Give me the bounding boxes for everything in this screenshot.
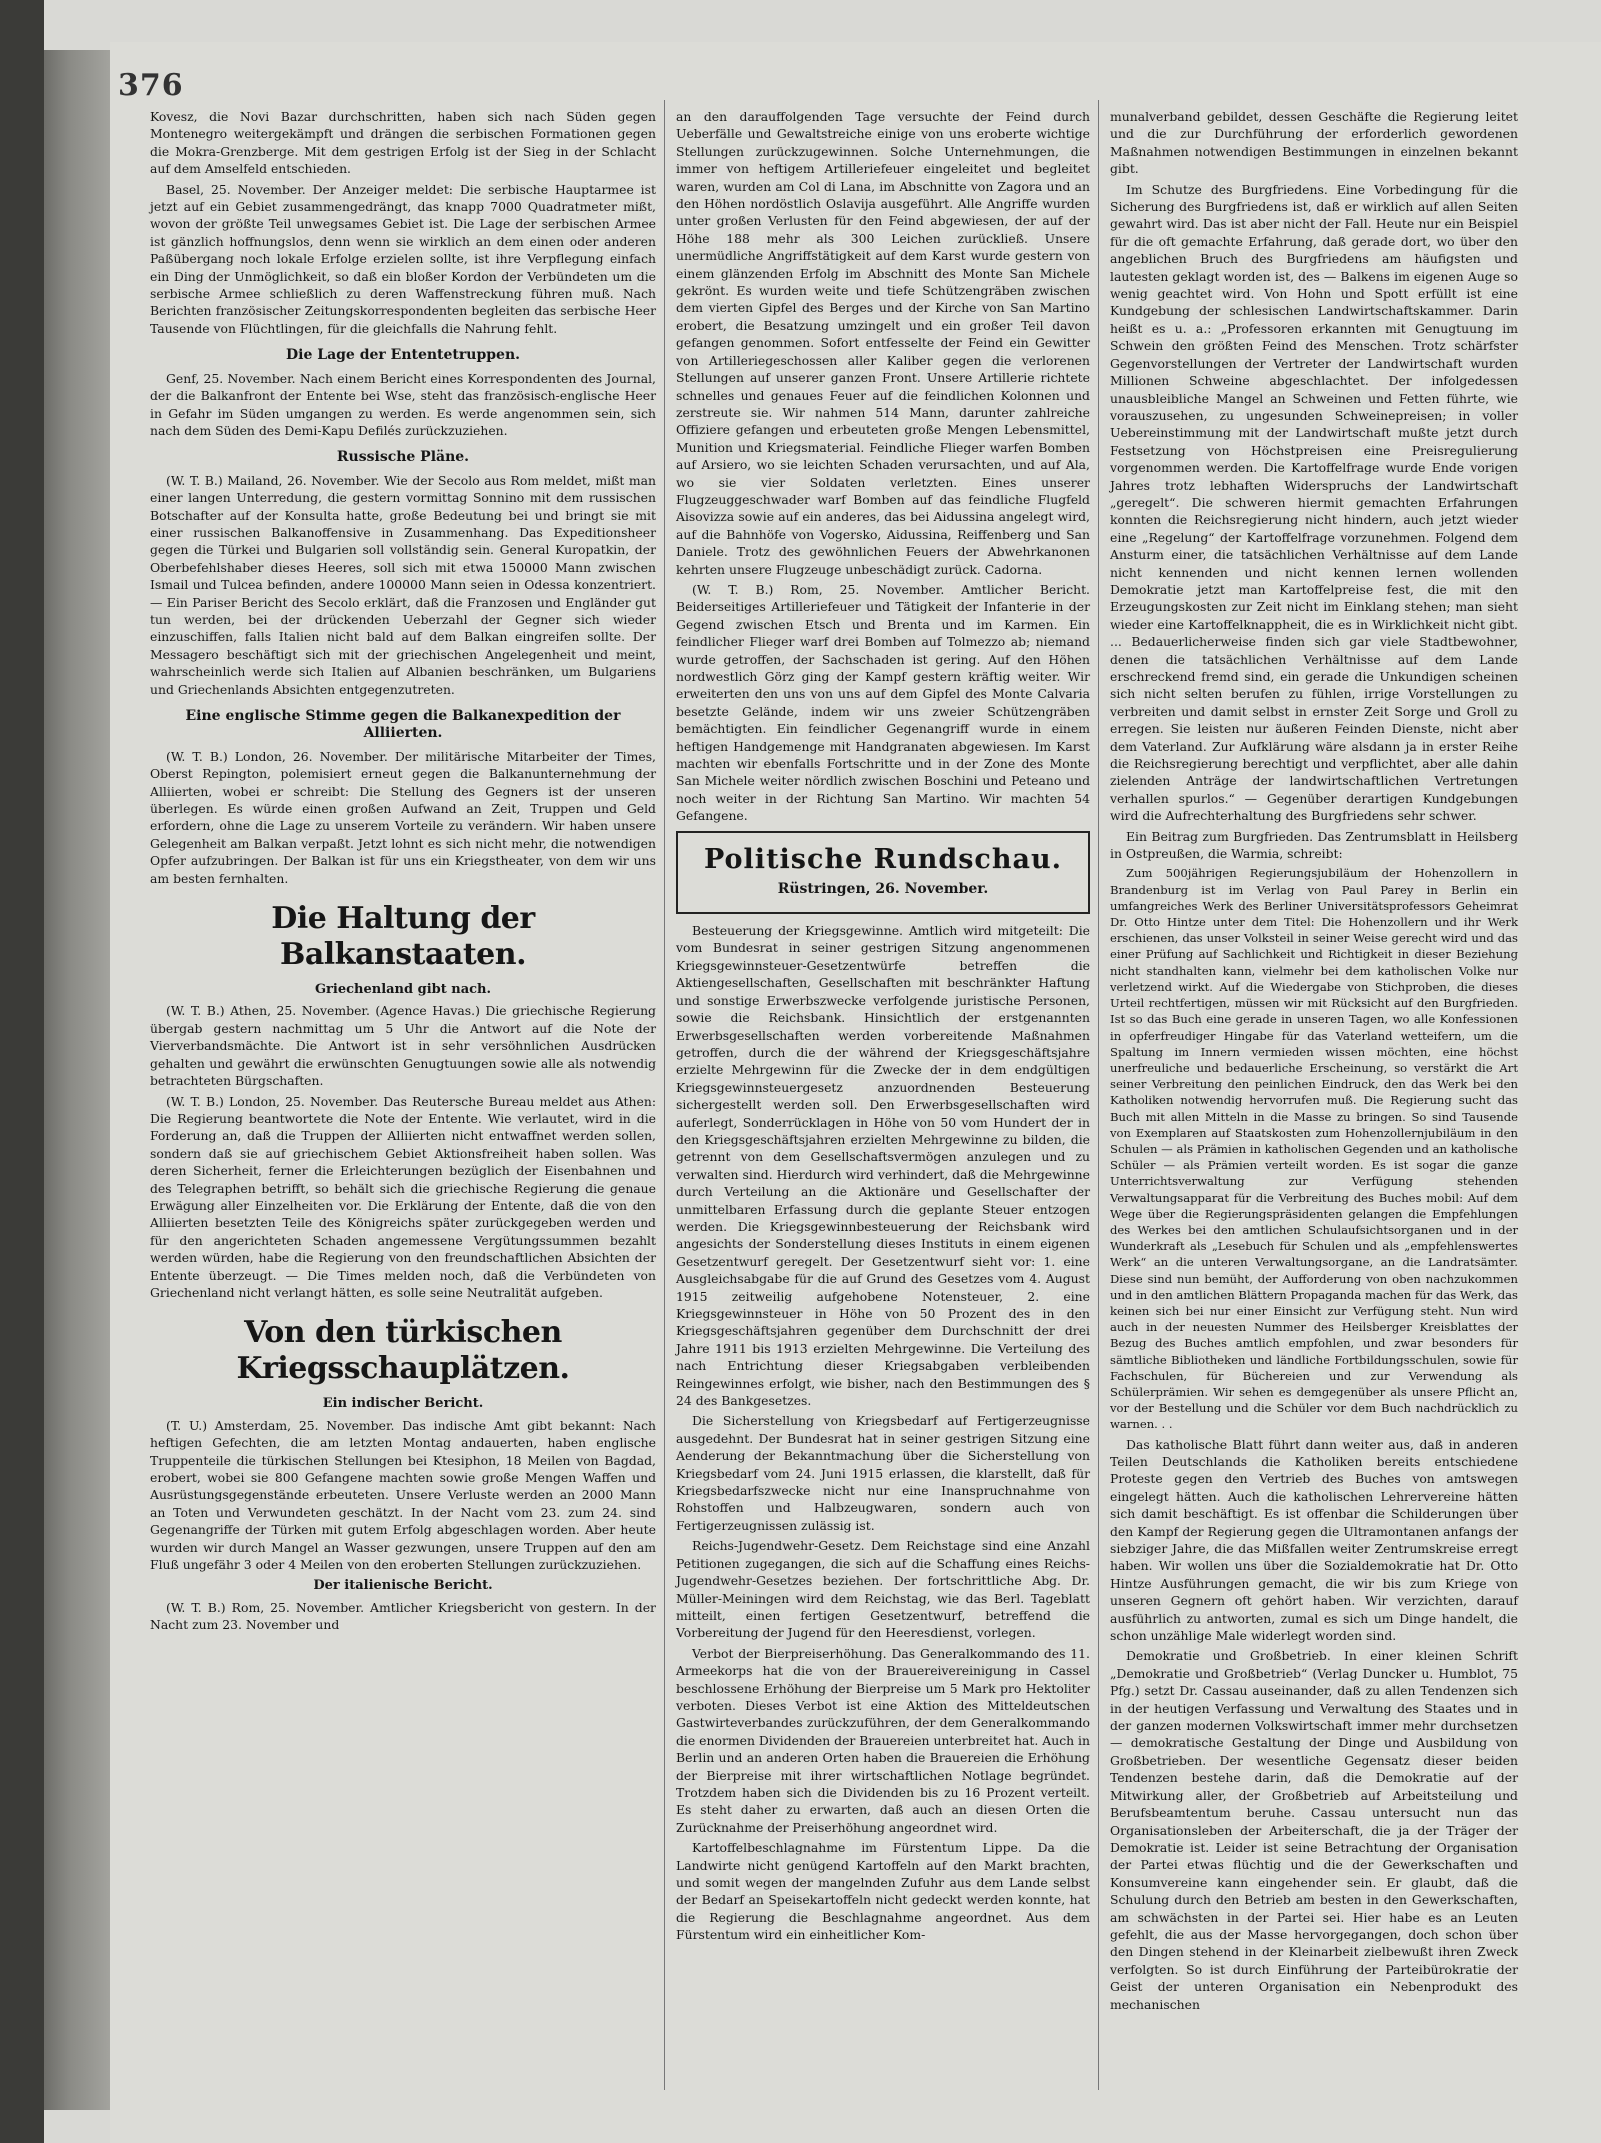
column-rule [1098,100,1099,2090]
quoted-paragraph: Zum 500jährigen Regierungsjubiläum der Hohenzollern in Brandenburg ist im Verlag von Paul Parey in Berlin ein umfangreiches Werk des Berliner Universitätsprofessors Geheimrat Dr. Otto Hintze unter dem Titel: Die Hohenzollern und ihr Werk erschienen, das unser Volksteil in seiner Weise gerecht wird und das einer Prüfung auf Sachlichkeit und Richtigkeit in dieser Beziehung nicht standhalten kann, vielmehr bei dem katholischen Volke nur verletzend wirkt. Auf die Wiedergabe von Stichproben, die dieses Urteil rechtfertigen, müssen wir mit Rücksicht auf den Burgfrieden. Ist so das Buch eine gerade in unseren Tagen, wo alle Konfessionen in opferfreudiger Hingabe für das Vaterland wetteifern, um die Spaltung im Innern vermieden wissen möchten, eine höchst unerfreuliche und bedauerliche Erscheinung, so verstärkt die Art seiner Verbreitung den peinlichen Eindruck, den das Werk bei den Katholiken notwendig hervorrufen muß. Die Regierung sucht das Buch mit allen Mitteln in die Masse zu bringen. So sind Tausende von Exemplaren auf Staatskosten zum Hohenzollernjubiläum in den Schulen — als Prämien in katholischen Gegenden und an katholische Schüler — als Prämien verteilt worden. Es ist sogar die ganze Unterrichtsverwaltung zur Verfügung stehenden Verwaltungsapparat für die Verbreitung des Buches mobil: Auf dem Wege über die Regierungspräsidenten gelangen die Empfehlungen des Werkes bei den amtlichen Schulaufsichtsorganen und in der Wunderkraft als „Lesebuch für Schulen und als „empfehlenswertes Werk“ an die unteren Verwaltungsorgane, an die Landratsämter. Diese sind nun bemüht, der Aufforderung von oben nachzukommen und in den amtlichen Blättern Propaganda machen für das Werk, das keinen sich bei nur einer Einsicht zur Verfügung steht. Nun wird auch in der neuesten Nummer des Heilsberger Kreisblattes der Bezug des Buches amtlich empfohlen, und zwar besonders für sämtliche Bibliotheken und ländliche Fortbildungsschulen, sowie für Fachschulen, für Büchereien und zur Verwendung als Schülerprämien. Wir sehen es demgegenüber als unsere Pflicht an, vor der Bestellung und die Schüler vor dem Buch nachdrücklich zu warnen. . . [1110,866,1518,1432]
dateline: Rüstringen, 26. November. [777,880,989,897]
column-rule [664,100,665,2090]
subheading: Ein indischer Bericht. [322,1396,484,1412]
rundschau-header-box [676,831,1090,914]
article-paragraph: Besteuerung der Kriegsgewinne. Amtlich wird mitgeteilt: Die vom Bundesrat in seiner gestrigen Sitzung angenommenen Kriegsgewinnsteuer-Gesetzentwürfe betreffen die Aktiengesellschaften, Gesellschaften mit beschränkter Haftung und sonstige Erwerbszwecke verfolgende juristische Personen, sowie die Reichsbank. Hinsichtlich der erstgenannten Erwerbsgesellschaften werden vorbereitende Maßnahmen getroffen, durch die der während der Kriegsgeschäftsjahre erzielte Mehrgewinn für die Zwecke der in dem endgültigen Kriegsgewinnsteuergesetz anzuordnenden Besteuerung sichergestellt werden soll. Den Erwerbsgesellschaften wird auferlegt, Sonderrücklagen in Höhe von 50 vom Hundert der in den Kriegsgeschäftsjahren erzielten Mehrgewinne zu bilden, die getrennt von dem Gesellschaftsvermögen anzulegen und zu verwalten sind. Hierdurch wird verhindert, daß die Mehrgewinne durch Verteilung an die Aktionäre und Gesellschafter der unmittelbaren Erfassung durch die geplante Steuer entzogen werden. Die Kriegsgewinnbesteuerung der Reichsbank wird angesichts der Sonderstellung dieses Instituts in einem eigenen Gesetzentwurf geregelt. Der Gesetzentwurf sieht vor: 1. eine Ausgleichsabgabe für die auf Grund des Gesetzes vom 4. August 1915 zeitweilig aufgehobene Notensteuer, 2. eine Kriegsgewinnsteuer in Höhe von 50 Prozent des in den Kriegsgeschäftsjahren gegenüber dem Durchschnitt der drei Jahre 1911 bis 1913 erzielten Mehrgewinne. Die Verteilung des nach Entrichtung dieser Kriegsabgaben verbleibenden Reingewinnes erfolgt, wie bisher, nach den Bestimmungen des § 24 des Bankgesetzes. [676,923,1090,1409]
column-2 [676,108,1090,1947]
section-heading: Russische Pläne. [336,449,470,466]
article-paragraph: (W. T. B.) Mailand, 26. November. Wie der Secolo aus Rom meldet, mißt man einer langen Unterredung, die gestern vormittag Sonnino mit dem russischen Botschafter auf der Konsulta hatte, große Bedeutung bei und bringt sie mit einer russischen Balkanoffensive in Zusammenhang. Das Expeditionsheer gegen die Türkei und Bulgarien soll vollständig sein. General Kuropatkin, der Oberbefehlshaber dieses Heeres, soll sich mit etwa 150000 Mann zwischen Ismail und Tulcea befinden, andere 100000 Mann seien in Odessa konzentriert. — Ein Pariser Bericht des Secolo erklärt, daß die Franzosen und Engländer gut tun werden, bei der drückenden Ueberzahl der Gegner sich wieder einzuschiffen, falls Italien nicht bald auf dem Balkan eingreifen sollte. Der Messagero beschäftigt sich mit der griechischen Angelegenheit und meint, wahrscheinlich werde sich Italien auf Albanien beschränken, um Bulgariens und Griechenlands Absichten entgegenzutreten. [150,472,656,697]
article-paragraph: an den darauffolgenden Tage versuchte der Feind durch Ueberfälle und Gewaltstreiche einige von uns eroberte wichtige Stellungen zurückzugewinnen. Solche Unternehmungen, die immer von heftigem Artilleriefeuer eingeleitet und begleitet waren, wurden am Col di Lana, im Abschnitte von Zagora und an den Höhen nordöstlich Oslavija ausgeführt. Alle Angriffe wurden unter großen Verlusten für den Feind abgewiesen, der auf der Höhe 188 mehr als 300 Leichen zurückließ. Unsere unermüdliche Angriffstätigkeit auf dem Karst wurde gestern von einem glänzenden Erfolg im Abschnitt des Monte San Michele gekrönt. Es wurden weite und tiefe Schützengräben zwischen dem vierten Gipfel des Berges und der Kirche von San Martino erobert, die Besatzung umzingelt und ein großer Teil davon gefangen genommen. Sofort entfesselte der Feind ein Gewitter von Artilleriegeschossen aller Kaliber gegen die verlorenen Stellungen auf unserer ganzen Front. Unsere Artillerie richtete schnelles und genaues Feuer auf die feindlichen Kolonnen und zerstreute sie. Wir nahmen 514 Mann, darunter zahlreiche Offiziere gefangen und erbeuteten große Mengen Lebensmittel, Munition und Kriegsmaterial. Feindliche Flieger warfen Bomben auf Arsiero, wo sie leichten Schaden verursachten, und auf Ala, wo sie vier Soldaten verletzten. Eines unserer Flugzeuggeschwader warf Bomben auf das feindliche Flugfeld Aisovizza sowie auf ein anderes, das bei Aidussina angelegt wird, auf die Bahnhöfe von Vogersko, Aidussina, Reiffenberg und San Daniele. Trotz des gewöhnlichen Feuers der Abwehrkanonen kehrten unsere Flugzeuge unbeschädigt zurück. Cadorna. [676,109,1090,577]
article-paragraph: Reichs-Jugendwehr-Gesetz. Dem Reichstage sind eine Anzahl Petitionen zugegangen, die sich auf die Schaffung eines Reichs-Jugendwehr-Gesetzes beziehen. Der fortschrittliche Abg. Dr. Müller-Meiningen wird dem Reichstag, wie das Berl. Tageblatt mitteilt, einen fertigen Gesetzentwurf, betreffend die Vorbereitung der Jugend für den Heeresdienst, vorlegen. [676,1538,1090,1641]
article-paragraph: (W. T. B.) Rom, 25. November. Amtlicher Kriegsbericht von gestern. In der Nacht zum 23. November und [150,1599,656,1633]
headline: Die Haltung der Balkanstaaten. [271,901,535,973]
section-heading: Die Lage der Ententetruppen. [285,347,520,364]
article-paragraph: Kovesz, die Novi Bazar durchschritten, haben sich nach Süden gegen Montenegro weitergekämpft und drängen die serbischen Formationen gegen die Mokra-Grenzberge. Mit dem gestrigen Erfolg ist der Sieg in der Schlacht auf dem Amselfeld entschieden. [150,109,656,177]
section-title: Politische Rundschau. [703,843,1063,875]
section-heading: Eine englische Stimme gegen die Balkanexpedition der Alliierten. [185,708,621,742]
book-binding-edge [44,50,110,2110]
page-number: 376 [118,68,184,103]
article-paragraph: (T. U.) Amsterdam, 25. November. Das indische Amt gibt bekannt: Nach heftigen Gefechten, die am letzten Montag andauerten, haben englische Truppenteile die türkischen Stellungen bei Ktesiphon, 18 Meilen von Bagdad, erobert, wobei sie 800 Gefangene machten sowie große Mengen Waffen und Ausrüstungsgegenstände erbeuteten. Unsere Verluste werden an 2000 Mann an Toten und Verwundeten geschätzt. In der Nacht vom 23. zum 24. sind Gegenangriffe der Türken mit gutem Erfolg abgeschlagen worden. Aber heute wurden wir durch Mangel an Wasser gezwungen, unsere Truppen auf den am Fluß ungefähr 3 oder 4 Meilen von den eroberten Stellungen zurückzuziehen. [150,1417,656,1573]
article-paragraph: Die Sicherstellung von Kriegsbedarf auf Fertigerzeugnisse ausgedehnt. Der Bundesrat hat in seiner gestrigen Sitzung eine Aenderung der Bekanntmachung über die Sicherstellung von Kriegsbedarf vom 24. Juni 1915 erlassen, die klarstellt, daß für Kriegsbedarfszwecke nicht nur eine Inanspruchnahme von Rohstoffen und Halbzeugwaren, sondern auch von Fertigerzeugnissen zulässig ist. [676,1413,1090,1533]
subheading: Griechenland gibt nach. [314,982,492,998]
article-paragraph: (W. T. B.) London, 26. November. Der militärische Mitarbeiter der Times, Oberst Repington, polemisiert erneut gegen die Balkanunternehmung der Alliierten, wobei er schreibt: Die Stellung des Gegners ist der unseren überlegen. Es würde einen großen Aufwand an Zeit, Truppen und Geld erfordern, ohne die Lage zu unserem Vorteile zu verändern. Wir haben unsere Gelegenheit am Balkan verpaßt. Jetzt lohnt es sich nicht mehr, die notwendigen Opfer aufzubringen. Der Balkan ist für uns ein Kriegstheater, von dem wir uns am besten fernhalten. [150,748,656,886]
column-1 [150,108,656,1637]
article-paragraph: Genf, 25. November. Nach einem Bericht eines Korrespondenten des Journal, der die Balkanfront der Entente bei Wse, steht das französisch-englische Heer in Gefahr im Süden umgangen zu werden. Es werde angenommen sein, sich nach dem Süden des Demi-Kapu Defilés zurückzuziehen. [150,370,656,438]
article-paragraph: munalverband gebildet, dessen Geschäfte die Regierung leitet und die zur Durchführung der erforderlich gewordenen Maßnahmen notwendigen Bestimmungen in einzelnen bekannt gibt. [1110,109,1518,177]
article-paragraph: Verbot der Bierpreiserhöhung. Das Generalkommando des 11. Armeekorps hat die von der Brauereivereinigung in Cassel beschlossene Erhöhung der Bierpreise um 5 Mark pro Hektoliter verboten. Dieses Verbot ist eine Aktion des Mitteldeutschen Gastwirteverbandes zurückzuführen, der dem Generalkommando die enormen Dividenden der Brauereien unterbreitet hat. Auch in Berlin und an anderen Orten haben die Brauereien die Erhöhung der Bierpreise mit ihrer wirtschaftlichen Notlage begründet. Trotzdem haben sich die Dividenden bis zu 16 Prozent verteilt. Es steht daher zu erwarten, daß auch an diesen Orten die Zurücknahme der Preiserhöhung angeordnet wird. [676,1645,1091,1835]
article-paragraph: Im Schutze des Burgfriedens. Eine Vorbedingung für die Sicherung des Burgfriedens ist, daß er wirklich auf allen Seiten gewahrt wird. Das ist aber nicht der Fall. Heute nur ein Beispiel für die oft gemachte Erfahrung, daß gerade dort, wo über den angeblichen Bruch des Burgfriedens am häufigsten und lautesten geklagt worden ist, des — Balkens im eigenen Auge so wenig geachtet wird. Von Hohn und Spott erfüllt ist eine Kundgebung der schlesischen Landwirtschaftskammer. Darin heißt es u. a.: „Professoren erkannten mit Genugtuung im Schwein den größten Feind des Menschen. Trotz schärfster Gegenvorstellungen der Vertreter der Landwirtschaft wurden Millionen Schweine abgeschlachtet. Der infolgedessen unausbleibliche Mangel an Schweinen und Fetten führte, wie vorauszusehen, zu ungesunden Schweinepreisen; in voller Uebereinstimmung mit der Landwirtschaft mußte jetzt durch Festsetzung von Höchstpreisen eine Preisregulierung vorgenommen werden. Die Kartoffelfrage wurde Ende vorigen Jahres trotz lebhaften Widerspruchs der Landwirtschaft „geregelt“. Die schweren hiermit gemachten Erfahrungen konnten die Reichsregierung nicht hindern, auch jetzt wieder eine „Regelung“ der Kartoffelfrage vorzunehmen. Folgend dem Ansturm einer, die tatsächlichen Verhältnisse auf dem Lande nicht kennenden und nicht kennen lernen wollenden Demokratie jetzt man Kartoffelpreise fest, die mit den Erzeugungskosten zur Zeit nicht im Einklang stehen; man sieht wieder eine Kartoffelknappheit, die es in Wirklichkeit nicht gibt. ... Bedauerlicherweise finden sich gar viele Stadtbewohner, denen die tatsächlichen Verhältnisse auf dem Lande erschreckend fremd sind, ein gerade die Unkundigen scheinen sich nicht selten berufen zu fühlen, irrige Vorstellungen zu verbreiten und damit selbst in ernster Zeit Sorge und Groll zu erregen. Sie leisten nur äußeren Feinden Dienste, nicht aber dem Vaterland. Zur Aufklärung wäre alsdann ja in erster Reihe die Reichsregierung berechtigt und verpflichtet, aber alle dahin zielenden Anträge der landwirtschaftlichen Vertretungen verhallen spurlos.“ — Gegenüber derartigen Kundgebungen wird die Aufrechterhaltung des Burgfriedens sehr schwer. [1110,181,1518,824]
article-paragraph: Basel, 25. November. Der Anzeiger meldet: Die serbische Hauptarmee ist jetzt auf ein Gebiet zusammengedrängt, das knapp 7000 Quadratmeter mißt, wovon der größte Teil unwegsames Gebiet ist. Die Lage der serbischen Armee ist gänzlich hoffnungslos, denn wenn sie wirklich an dem einen oder anderen Paßübergang noch lokale Erfolge erzielen sollte, ist ihre Verpflegung einfach ein Ding der Unmöglichkeit, so daß ein bloßer Kordon der Verbündeten um die serbische Armee schließlich zu deren Waffenstreckung führen muß. Nach Berichten französischer Zeitungskorrespondenten begleiten das serbische Heer Tausende von Flüchtlingen, für die gleichfalls die Nahrung fehlt. [150,181,656,336]
subheading: Der italienische Bericht. [313,1578,493,1594]
article-paragraph: (W. T. B.) Rom, 25. November. Amtlicher Bericht. Beiderseitiges Artilleriefeuer und Tätigkeit der Infanterie in der Gegend zwischen Etsch und Brenta und im Karmen. Ein feindlicher Flieger warf drei Bomben auf Tolmezzo ab; niemand wurde getroffen, der Sachschaden ist gering. Auf den Höhen nordwestlich Görz ging der Kampf gestern kräftig weiter. Wir erweiterten den uns von uns auf dem Gipfel des Monte Calvaria besetzte Gelände, indem wir uns zweier Schützengräben bemächtigten. Ein feindlicher Gegenangriff wurde in einem heftigen Handgemenge mit Handgranaten abgewiesen. Im Karst machten wir ebenfalls Fortschritte und in der Zone des Monte San Michele weiter nördlich zwischen Boschini und Peteano und noch weiter in der Richtung San Martino. Wir machten 54 Gefangene. [676,581,1090,824]
column-3 [1110,108,1518,2016]
headline: Von den türkischen Kriegsschauplätzen. [236,1315,570,1387]
article-paragraph: Das katholische Blatt führt dann weiter aus, daß in anderen Teilen Deutschlands die Katholiken bereits entschiedene Proteste gegen den Vertrieb des Buches von amtswegen eingelegt hätten. Auch die katholischen Lehrervereine hätten sich damit beschäftigt. Es ist offenbar die Schilderungen über den Kampf der Regierung gegen die Ultramontanen anfangs der siebziger Jahre, die das Mißfallen weiter Zentrumskreise erregt haben. Wir wollen uns über die Sozialdemokratie hat Dr. Otto Hintze Ausführungen gemacht, die wir bis zum Kriege von unseren Gegnern oft gehört haben. Wir verzichten, darauf ausführlich zu antworten, zumal es sich um Dinge handelt, die schon unzählige Male widerlegt worden sind. [1110,1436,1518,1644]
article-paragraph: Ein Beitrag zum Burgfrieden. Das Zentrumsblatt in Heilsberg in Ostpreußen, die Warmia, schreibt: [1110,828,1518,862]
article-paragraph: Kartoffelbeschlagnahme im Fürstentum Lippe. Da die Landwirte nicht genügend Kartoffeln auf den Markt brachten, und somit wegen der mangelnden Zufuhr aus dem Lande selbst der Bedarf an Speisekartoffeln nicht gedeckt werden konnte, hat die Regierung die Beschlagnahme angeordnet. Aus dem Fürstentum wird ein einheitlicher Kom- [676,1840,1090,1943]
article-paragraph: Demokratie und Großbetrieb. In einer kleinen Schrift „Demokratie und Großbetrieb“ (Verlag Duncker u. Humblot, 75 Pfg.) setzt Dr. Cassau auseinander, daß zu allen Tendenzen sich in der heutigen Verfassung und Verwaltung des Staates und in der ganzen modernen Volkswirtschaft immer mehr durchsetzen — demokratische Gestaltung der Dinge und Ausbildung von Großbetrieben. Der wesentliche Gegensatz dieser beiden Tendenzen bestehe darin, daß die Demokratie auf der Mitwirkung aller, der Großbetrieb auf Arbeitsteilung und Berufsbeamtentum beruhe. Cassau untersucht nun das Organisationsleben der Arbeiterschaft, die ja der Träger der Demokratie ist. Leider ist seine Betrachtung der Organisation der Partei etwas flüchtig und die der Gewerkschaften und Konsumvereine kann eingehender sein. Er glaubt, daß die Schulung durch den Betrieb am besten in den Gewerkschaften, am schwächsten in der Partei sei. Hier habe es an Leuten gefehlt, die aus der Masse hervorgegangen, doch schon über den Dingen stehend in der Kleinarbeit zielbewußt ihren Zweck verfolgten. So ist durch Einführung der Parteibürokratie der Geist der unteren Organisation ein Nebenprodukt des mechanischen [1110,1648,1518,2012]
article-paragraph: (W. T. B.) Athen, 25. November. (Agence Havas.) Die griechische Regierung übergab gestern nachmittag um 5 Uhr die Antwort auf die Note der Vierverbandsmächte. Die Antwort ist in sehr versöhnlichen Ausdrücken gehalten und gewährt die erwünschten Genugtuungen sowie alle als notwendig betrachteten Bürgschaften. [150,1003,656,1089]
book-binding-dark [0,0,44,2143]
article-paragraph: (W. T. B.) London, 25. November. Das Reutersche Bureau meldet aus Athen: Die Regierung beantwortete die Note der Entente. Wie verlautet, wird in die Forderung an, daß die Truppen der Alliierten nicht entwaffnet werden sollen, sondern daß sie auf griechischem Gebiet Aktionsfreiheit haben sollen. Was deren Sicherheit, ferner die Erleichterungen bezüglich der Eisenbahnen und des Telegraphen betrifft, so behält sich die griechische Regierung die genaue Erwägung aller Einzelheiten vor. Die Erklärung der Entente, daß die von den Alliierten besetzten Teile des Königreichs später zurückgegeben werden und für den angerichteten Schaden angemessene Vergütungssummen bezahlt werden würden, habe die Regierung von den freundschaftlichen Absichten der Entente überzeugt. — Die Times melden noch, daß die Verbündeten von Griechenland nicht verlangt hätten, es solle seine Neutralität aufgeben. [150,1093,656,1300]
